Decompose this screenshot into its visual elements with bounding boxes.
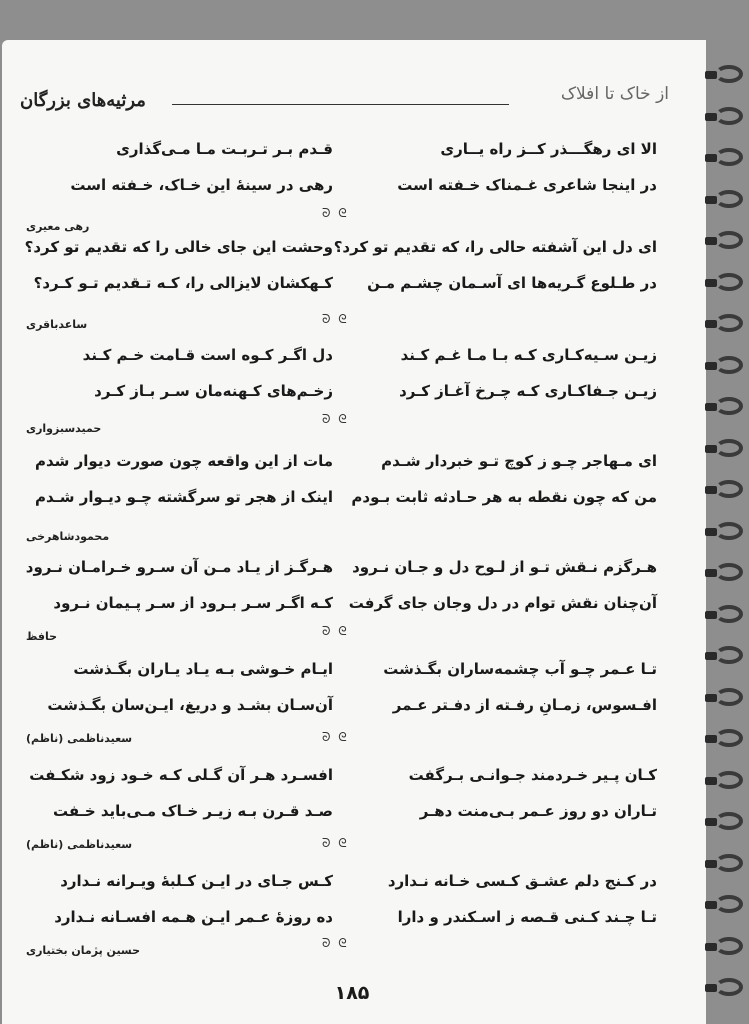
poet-name: سعیدناظمی (ناظم) [26,732,133,745]
hemistich: زیـن سـیه‌کـاری کـه بـا مـا غـم کـند [400,346,657,364]
hemistich: کـه اگـر سـر بـرود از سـر پـیمان نـرود [53,594,333,612]
hemistich: کـس جـای در ایـن کـلبهٔ ویـرانه نـدارد [60,872,333,890]
hemistich: مات از این واقعه چون صورت دیوار شدم [35,452,333,470]
hemistich: ایـام خـوشی بـه یـاد یـاران بگـذشت [73,660,333,678]
hemistich: ای مـهاجر چـو ز کوچ تـو خبردار شـدم [381,452,657,470]
poet-name: ساعدباقری [26,318,88,331]
hemistich: کـان پـیر خـردمند جـوانـی بـرگفت [408,766,657,784]
hemistich: وحشت این جای خالی را که تقدیم تو کرد؟ [24,238,333,256]
hemistich: من که چون نقطه به هر حـادثه ثابت بـودم [351,488,657,506]
hemistich: افسـرد هـر آن گـلی کـه خـود زود شکـفت [29,766,333,784]
hemistich: تـا عـمر چـو آب چشمه‌ساران بگـذشت [383,660,657,678]
poet-name: حافظ [26,630,58,643]
hemistich: صـد قـرن بـه زیـر خـاک مـی‌باید خـفت [53,802,333,820]
ornament-icon: ᘐ ᘓ [322,624,349,638]
ornament-icon: ᘐ ᘓ [322,730,349,744]
hemistich: آن‌چنان نقش توام در دل وجان جای گرفت [348,594,657,612]
poet-name: حمیدسبزواری [26,422,102,435]
poet-name: رهی معیری [26,220,90,233]
page-number: ۱۸۵ [334,982,370,1004]
hemistich: ده روزهٔ عـمر ایـن هـمه افسـانه نـدارد [54,908,333,926]
hemistich: الا ای رهگـــذر کــز راه یــاری [440,140,657,158]
hemistich: دل اگـر کـوه است قـامت خـم کـند [82,346,333,364]
poet-name: حسین پژمان بختیاری [26,944,141,957]
ornament-icon: ᘐ ᘓ [322,312,349,326]
hemistich: هـرگـز از یـاد مـن آن سـرو خـرامـان نـرود [25,558,333,576]
poet-name: محمودشاهرخی [26,530,110,543]
hemistich: افـسوس، زمـانِ رفـته از دفـتر عـمر [392,696,657,714]
hemistich: در کـنج دلم عشـق کـسی خـانه نـدارد [387,872,657,890]
poet-name: سعیدناظمی (ناظم) [26,838,133,851]
book-title: از خاک تا افلاک [560,84,669,104]
ornament-icon: ᘐ ᘓ [322,412,349,426]
hemistich: در اینجا شاعری غـمناک خـفته است [397,176,657,194]
hemistich: تـا چـند کـنی قـصه ز اسـکندر و دارا [397,908,657,926]
hemistich: رهی در سینهٔ این خـاک، خـفته است [70,176,333,194]
hemistich: در طـلوع گـریه‌ها ای آسـمان چشـم مـن [367,274,657,292]
hemistich: زیـن جـفاکـاری کـه چـرخ آغـاز کـرد [399,382,657,400]
hemistich: اینک از هجر تو سرگشته چـو دیـوار شـدم [35,488,333,506]
hemistich: قـدم بـر تـربـت مـا مـی‌گذاری [116,140,333,158]
ornament-icon: ᘐ ᘓ [322,836,349,850]
hemistich: هـرگزم نـقش تـو از لـوح دل و جـان نـرود [352,558,657,576]
hemistich: تـاران دو روز عـمر بـی‌منت دهـر [419,802,657,820]
ornament-icon: ᘐ ᘓ [322,206,349,220]
hemistich: ای دل این آشفته حالی را، که تقدیم تو کرد؟ [333,238,657,256]
hemistich: زخـم‌های کـهنه‌مان سـر بـاز کـرد [94,382,333,400]
hemistich: آن‌سـان بشـد و دریغ، ایـن‌سان بگـذشت [47,696,333,714]
ornament-icon: ᘐ ᘓ [322,936,349,950]
hemistich: کـهکشان لایزالی را، کـه تـقدیم تـو کـرد؟ [33,274,333,292]
section-title: مرثیه‌های بزرگان [20,90,146,111]
